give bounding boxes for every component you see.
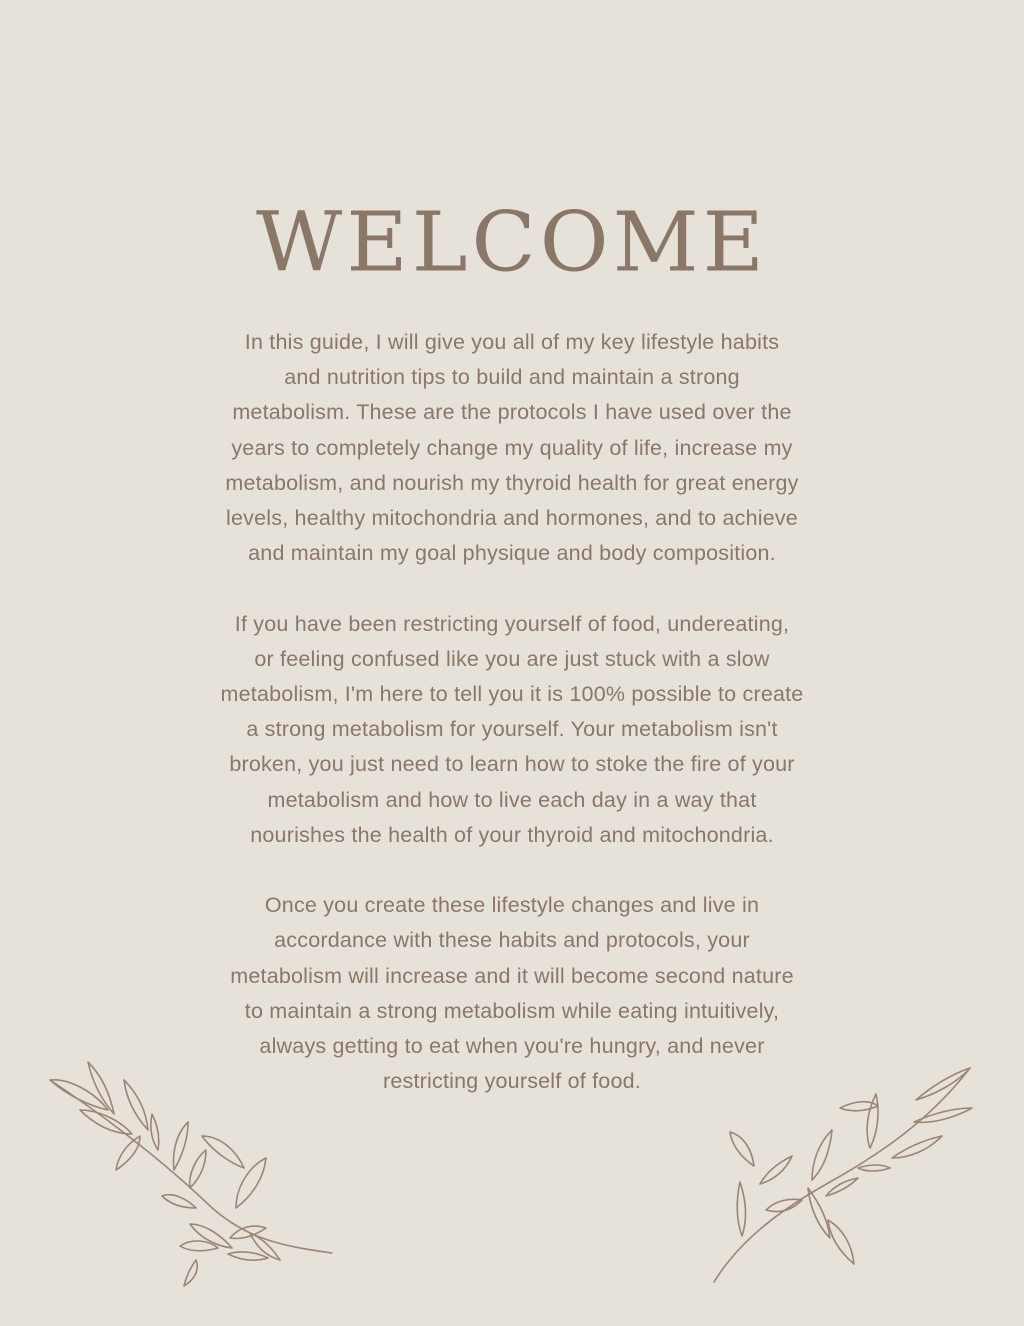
leaf-sprig-icon xyxy=(700,1060,980,1285)
text-line: or feeling confused like you are just stuck with a slow xyxy=(254,646,770,671)
text-line: a strong metabolism for yourself. Your metabolism isn't xyxy=(246,717,778,742)
text-line: metabolism. These are the protocols I have used over the xyxy=(232,400,792,425)
leaf-sprig-icon xyxy=(40,1058,340,1290)
text-line: metabolism, and nourish my thyroid health for great energy xyxy=(225,470,799,495)
text-line: years to completely change my quality of life, increase my xyxy=(231,435,793,460)
text-line: Once you create these lifestyle changes and live in xyxy=(264,893,760,918)
text-line: and nutrition tips to build and maintain a strong xyxy=(284,365,740,390)
welcome-body xyxy=(162,325,862,1099)
text-line: broken, you just need to learn how to stoke the fire of your xyxy=(229,752,795,777)
paragraph-2 xyxy=(162,607,862,853)
page-title: WELCOME xyxy=(256,193,768,291)
text-line: restricting yourself of food. xyxy=(383,1069,641,1094)
paragraph-1 xyxy=(162,325,862,571)
text-line: levels, healthy mitochondria and hormones, and to achieve xyxy=(226,506,798,531)
text-line: accordance with these habits and protocols, your xyxy=(274,928,750,953)
text-line: In this guide, I will give you all of my key lifestyle habits xyxy=(244,330,780,354)
text-line: to maintain a strong metabolism while eating intuitively, xyxy=(244,998,780,1023)
text-line: metabolism, I'm here to tell you it is 100% possible to create xyxy=(220,682,804,707)
text-line: and maintain my goal physique and body composition. xyxy=(248,541,776,566)
text-line: If you have been restricting yourself of food, undereating, xyxy=(234,611,790,636)
text-line: metabolism will increase and it will become second nature xyxy=(230,963,794,988)
text-line: nourishes the health of your thyroid and mitochondria. xyxy=(250,822,774,847)
text-line: metabolism and how to live each day in a way that xyxy=(267,787,757,812)
text-line: always getting to eat when you're hungry, and never xyxy=(259,1034,765,1059)
